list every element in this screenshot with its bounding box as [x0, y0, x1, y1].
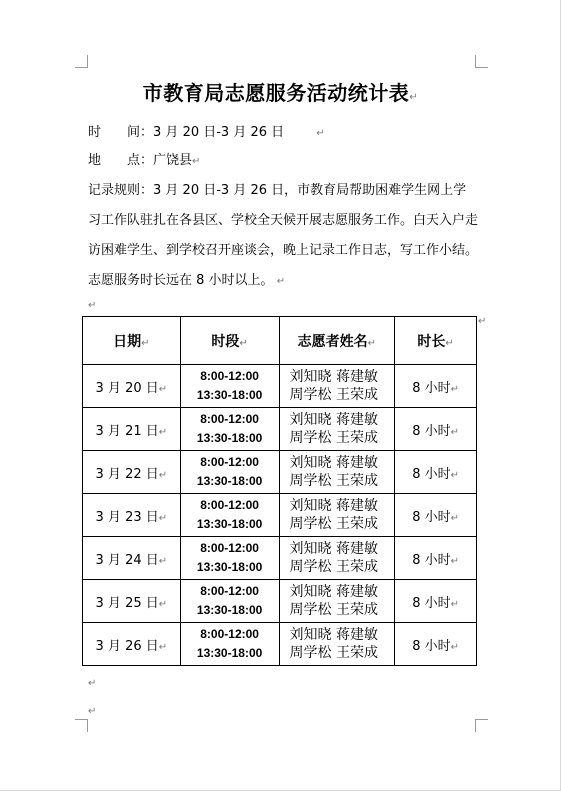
date-text: 3 月 23 日	[95, 509, 159, 525]
paragraph-mark: ↵	[450, 383, 459, 395]
slot-cell[interactable]	[180, 580, 279, 623]
place-line[interactable]	[88, 149, 200, 168]
date-cell[interactable]	[83, 623, 181, 666]
paragraph-mark: ↵	[450, 598, 459, 610]
names-cell[interactable]	[279, 494, 395, 537]
date-text: 3 月 20 日	[95, 380, 159, 396]
names-line-1: 刘知晓 蒋建敏	[289, 369, 378, 385]
slot-morning: 8:00-12:00	[200, 455, 259, 469]
paragraph-mark: ↵	[450, 641, 459, 653]
slot-afternoon: 13:30-18:00	[196, 646, 263, 660]
duration-cell[interactable]	[395, 623, 477, 666]
names-line-1: 刘知晓 蒋建敏	[289, 541, 378, 557]
date-text: 3 月 22 日	[95, 466, 159, 482]
row-end-mark: ↵	[478, 316, 487, 327]
names-cell[interactable]	[279, 408, 395, 451]
paragraph-mark: ↵	[158, 555, 168, 567]
names-line-2: 周学松 王荣成	[289, 430, 378, 446]
table-row	[83, 365, 477, 408]
time-value: 3 月 20 日-3 月 26 日	[153, 125, 285, 140]
slot-morning: 8:00-12:00	[200, 541, 259, 555]
header-duration[interactable]	[395, 317, 477, 365]
paragraph-mark: ↵	[158, 598, 168, 610]
slot-afternoon: 13:30-18:00	[196, 474, 263, 488]
header-slot[interactable]	[180, 317, 279, 365]
crop-mark-top-right	[475, 55, 488, 68]
slot-afternoon: 13:30-18:00	[196, 517, 263, 531]
slot-morning: 8:00-12:00	[200, 412, 259, 426]
paragraph-mark: ↵	[158, 469, 168, 481]
header-duration-text: 时长	[417, 333, 446, 350]
names-line-2: 周学松 王荣成	[289, 516, 378, 532]
rules-text: 3 月 20 日-3 月 26 日，市教育局帮助困难学生网上学习工作队驻扎在各县区、学校全天候开展志愿服务工作。白天入户走访困难学生、到学校召开座谈会，晚上记录工作日志，写工作小结。志愿服务时长远在 8 小时以上。	[88, 183, 479, 288]
paragraph-mark: ↵	[450, 426, 459, 438]
names-line-2: 周学松 王荣成	[289, 645, 378, 661]
date-text: 3 月 21 日	[95, 423, 159, 439]
names-line-2: 周学松 王荣成	[289, 387, 378, 403]
document-title[interactable]	[0, 77, 561, 106]
volunteer-table	[82, 316, 477, 666]
names-cell[interactable]	[279, 451, 395, 494]
slot-cell[interactable]	[180, 623, 279, 666]
paragraph-mark: ↵	[158, 512, 168, 524]
place-label-1: 地	[88, 153, 102, 168]
slot-cell[interactable]	[180, 494, 279, 537]
slot-morning: 8:00-12:00	[200, 498, 259, 512]
table-header-row	[83, 317, 477, 365]
date-text: 3 月 26 日	[95, 638, 159, 654]
header-date[interactable]	[83, 317, 181, 365]
paragraph-mark: ↵	[409, 92, 419, 103]
slot-afternoon: 13:30-18:00	[196, 431, 263, 445]
time-line[interactable]	[88, 121, 325, 140]
duration-text: 8 小时	[412, 595, 451, 611]
paragraph-mark: ↵	[367, 337, 377, 349]
paragraph-mark: ↵	[450, 469, 459, 481]
names-line-1: 刘知晓 蒋建敏	[289, 627, 378, 643]
slot-morning: 8:00-12:00	[200, 584, 259, 598]
paragraph-mark: ↵	[192, 156, 201, 167]
table-row	[83, 451, 477, 494]
crop-mark-bottom-right	[475, 719, 488, 732]
duration-cell[interactable]	[395, 537, 477, 580]
duration-cell[interactable]	[395, 451, 477, 494]
names-line-1: 刘知晓 蒋建敏	[289, 584, 378, 600]
paragraph-mark: ↵	[158, 383, 168, 395]
duration-cell[interactable]	[395, 580, 477, 623]
header-names-text: 志愿者姓名	[297, 333, 368, 350]
date-cell[interactable]	[83, 408, 181, 451]
date-cell[interactable]	[83, 451, 181, 494]
date-cell[interactable]	[83, 494, 181, 537]
table-row	[83, 580, 477, 623]
paragraph-mark: ↵	[141, 337, 150, 349]
paragraph-mark: ↵	[158, 426, 168, 438]
header-slot-text: 时段	[211, 333, 240, 350]
duration-cell[interactable]	[395, 365, 477, 408]
date-text: 3 月 24 日	[95, 552, 159, 568]
header-names[interactable]	[279, 317, 395, 365]
paragraph-mark: ↵	[445, 337, 454, 349]
slot-cell[interactable]	[180, 408, 279, 451]
slot-morning: 8:00-12:00	[200, 369, 259, 383]
slot-afternoon: 13:30-18:00	[196, 388, 263, 402]
names-cell[interactable]	[279, 365, 395, 408]
slot-cell[interactable]	[180, 451, 279, 494]
duration-text: 8 小时	[412, 509, 451, 525]
time-label-1: 时	[88, 125, 102, 140]
empty-paragraph-mark: ↵	[88, 706, 97, 717]
date-cell[interactable]	[83, 580, 181, 623]
names-cell[interactable]	[279, 537, 395, 580]
duration-text: 8 小时	[412, 380, 451, 396]
slot-cell[interactable]	[180, 537, 279, 580]
document-title-text: 市教育局志愿服务活动统计表	[142, 81, 410, 105]
paragraph-mark: ↵	[158, 641, 168, 653]
paragraph-mark: ↵	[273, 276, 286, 287]
names-cell[interactable]	[279, 580, 395, 623]
names-line-1: 刘知晓 蒋建敏	[289, 498, 378, 514]
date-cell[interactable]	[83, 365, 181, 408]
date-text: 3 月 25 日	[95, 595, 159, 611]
table-row	[83, 494, 477, 537]
names-line-1: 刘知晓 蒋建敏	[289, 412, 378, 428]
duration-cell[interactable]	[395, 408, 477, 451]
place-label-2: 点：	[127, 153, 154, 168]
paragraph-mark: ↵	[450, 555, 459, 567]
rules-label: 记录规则：	[88, 183, 154, 198]
table-row	[83, 537, 477, 580]
names-line-1: 刘知晓 蒋建敏	[289, 455, 378, 471]
crop-mark-bottom-left	[75, 719, 88, 732]
table-row	[83, 408, 477, 451]
names-line-2: 周学松 王荣成	[289, 602, 378, 618]
paragraph-mark: ↵	[450, 512, 459, 524]
empty-paragraph-mark: ↵	[88, 300, 97, 311]
names-line-2: 周学松 王荣成	[289, 473, 378, 489]
slot-afternoon: 13:30-18:00	[196, 560, 263, 574]
duration-text: 8 小时	[412, 423, 451, 439]
date-cell[interactable]	[83, 537, 181, 580]
slot-afternoon: 13:30-18:00	[196, 603, 263, 617]
slot-cell[interactable]	[180, 365, 279, 408]
paragraph-mark: ↵	[239, 337, 248, 349]
place-value: 广饶县	[153, 153, 193, 168]
duration-text: 8 小时	[412, 552, 451, 568]
rules-paragraph[interactable]	[88, 176, 478, 297]
crop-mark-top-left	[75, 55, 88, 68]
names-line-2: 周学松 王荣成	[289, 559, 378, 575]
slot-morning: 8:00-12:00	[200, 627, 259, 641]
header-date-text: 日期	[113, 333, 142, 350]
duration-text: 8 小时	[412, 466, 451, 482]
duration-text: 8 小时	[412, 638, 451, 654]
names-cell[interactable]	[279, 623, 395, 666]
empty-paragraph-mark: ↵	[88, 678, 97, 689]
table-row	[83, 623, 477, 666]
time-label-2: 间：	[127, 125, 154, 140]
paragraph-mark: ↵	[316, 128, 325, 139]
duration-cell[interactable]	[395, 494, 477, 537]
